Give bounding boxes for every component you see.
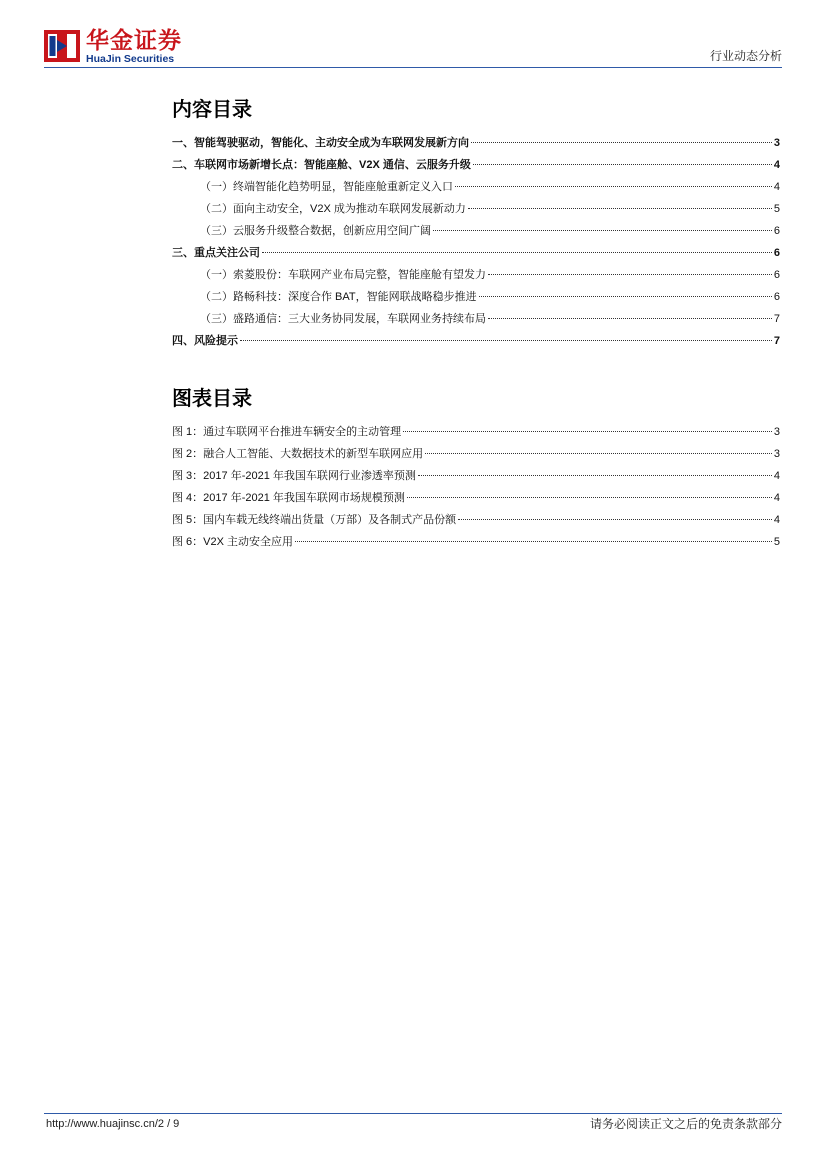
figure-entry-page: 4	[773, 514, 780, 526]
toc-entry-page: 3	[773, 137, 780, 149]
figure-entry[interactable]	[172, 421, 780, 443]
toc-entry[interactable]	[172, 132, 780, 154]
footer-disclaimer: 请务必阅读正文之后的免责条款部分	[589, 1117, 782, 1131]
figure-entry[interactable]	[172, 509, 780, 531]
dot-leader	[403, 431, 772, 432]
figure-entry-page: 4	[773, 470, 780, 482]
figure-entry-title: 图 3：2017 年-2021 年我国车联网行业渗透率预测	[172, 470, 416, 482]
toc-entry[interactable]	[172, 286, 780, 308]
dot-leader	[295, 541, 772, 542]
figure-entry-title: 图 4：2017 年-2021 年我国车联网市场规模预测	[172, 492, 405, 504]
toc-entry-title: （三）盛路通信：三大业务协同发展，车联网业务持续布局	[200, 313, 486, 325]
page-header	[44, 24, 782, 70]
figure-entry-page: 5	[773, 536, 780, 548]
figure-entry[interactable]	[172, 465, 780, 487]
figure-entry[interactable]	[172, 443, 780, 465]
dot-leader	[262, 252, 772, 253]
dot-leader	[425, 453, 772, 454]
toc-entry-page: 6	[773, 247, 780, 259]
figure-list-title: 图表目录	[172, 388, 252, 410]
header-divider	[44, 67, 782, 68]
figure-list	[172, 421, 780, 553]
dot-leader	[433, 230, 772, 231]
toc-entry-page: 7	[773, 313, 780, 325]
toc-entry-title: （一）索菱股份：车联网产业布局完整，智能座舱有望发力	[200, 269, 486, 281]
toc-entry-title: （三）云服务升级整合数据，创新应用空间广阔	[200, 225, 431, 237]
toc-entry-title: 四、风险提示	[172, 335, 238, 347]
figure-entry-title: 图 1：通过车联网平台推进车辆安全的主动管理	[172, 426, 402, 438]
toc-entry-page: 6	[773, 225, 780, 237]
logo-english-name: HuaJin Securities	[86, 53, 175, 65]
toc-entry[interactable]	[172, 308, 780, 330]
figure-entry-page: 3	[773, 426, 780, 438]
toc-entry-page: 4	[773, 159, 780, 171]
toc-entry-title: 二、车联网市场新增长点：智能座舱、V2X 通信、云服务升级	[172, 159, 471, 171]
toc-entry-title: （二）路畅科技：深度合作 BAT，智能网联战略稳步推进	[200, 291, 477, 303]
dot-leader	[418, 475, 772, 476]
dot-leader	[488, 274, 772, 275]
toc-entry-title: （二）面向主动安全，V2X 成为推动车联网发展新动力	[200, 203, 466, 215]
footer-page-number: 2 / 9	[157, 1118, 180, 1130]
toc-entry[interactable]	[172, 330, 780, 352]
dot-leader	[240, 340, 772, 341]
toc-entry[interactable]	[172, 264, 780, 286]
figure-entry-page: 3	[773, 448, 780, 460]
figure-entry-page: 4	[773, 492, 780, 504]
figure-entry[interactable]	[172, 531, 780, 553]
figure-entry[interactable]	[172, 487, 780, 509]
toc-entry[interactable]	[172, 198, 780, 220]
huajin-logo-icon	[44, 30, 80, 62]
footer-url[interactable]: http://www.huajinsc.cn/	[46, 1118, 158, 1130]
logo-chinese-name: 华金证券	[86, 27, 182, 53]
dot-leader	[468, 208, 772, 209]
toc-entry-page: 6	[773, 269, 780, 281]
toc-entry-title: 三、重点关注公司	[172, 247, 260, 259]
toc-title: 内容目录	[172, 99, 252, 121]
toc-entry-page: 6	[773, 291, 780, 303]
report-type-label: 行业动态分析	[709, 49, 782, 63]
toc-entry-page: 5	[773, 203, 780, 215]
dot-leader	[455, 186, 772, 187]
dot-leader	[488, 318, 772, 319]
dot-leader	[458, 519, 772, 520]
toc-entry-title: 一、智能驾驶驱动，智能化、主动安全成为车联网发展新方向	[172, 137, 469, 149]
toc-entry-title: （一）终端智能化趋势明显，智能座舱重新定义入口	[200, 181, 453, 193]
dot-leader	[471, 142, 772, 143]
toc-entry[interactable]	[172, 154, 780, 176]
dot-leader	[479, 296, 772, 297]
toc-list	[172, 132, 780, 352]
toc-entry-page: 7	[773, 335, 780, 347]
toc-entry[interactable]	[172, 242, 780, 264]
dot-leader	[473, 164, 772, 165]
toc-entry[interactable]	[172, 176, 780, 198]
toc-entry-page: 4	[773, 181, 780, 193]
toc-entry[interactable]	[172, 220, 780, 242]
figure-entry-title: 图 2：融合人工智能、大数据技术的新型车联网应用	[172, 448, 424, 460]
footer-divider	[44, 1113, 782, 1114]
footer-url-page	[46, 1116, 179, 1132]
figure-entry-title: 图 5：国内车载无线终端出货量（万部）及各制式产品份额	[172, 514, 457, 526]
dot-leader	[407, 497, 772, 498]
figure-entry-title: 图 6：V2X 主动安全应用	[172, 536, 294, 548]
